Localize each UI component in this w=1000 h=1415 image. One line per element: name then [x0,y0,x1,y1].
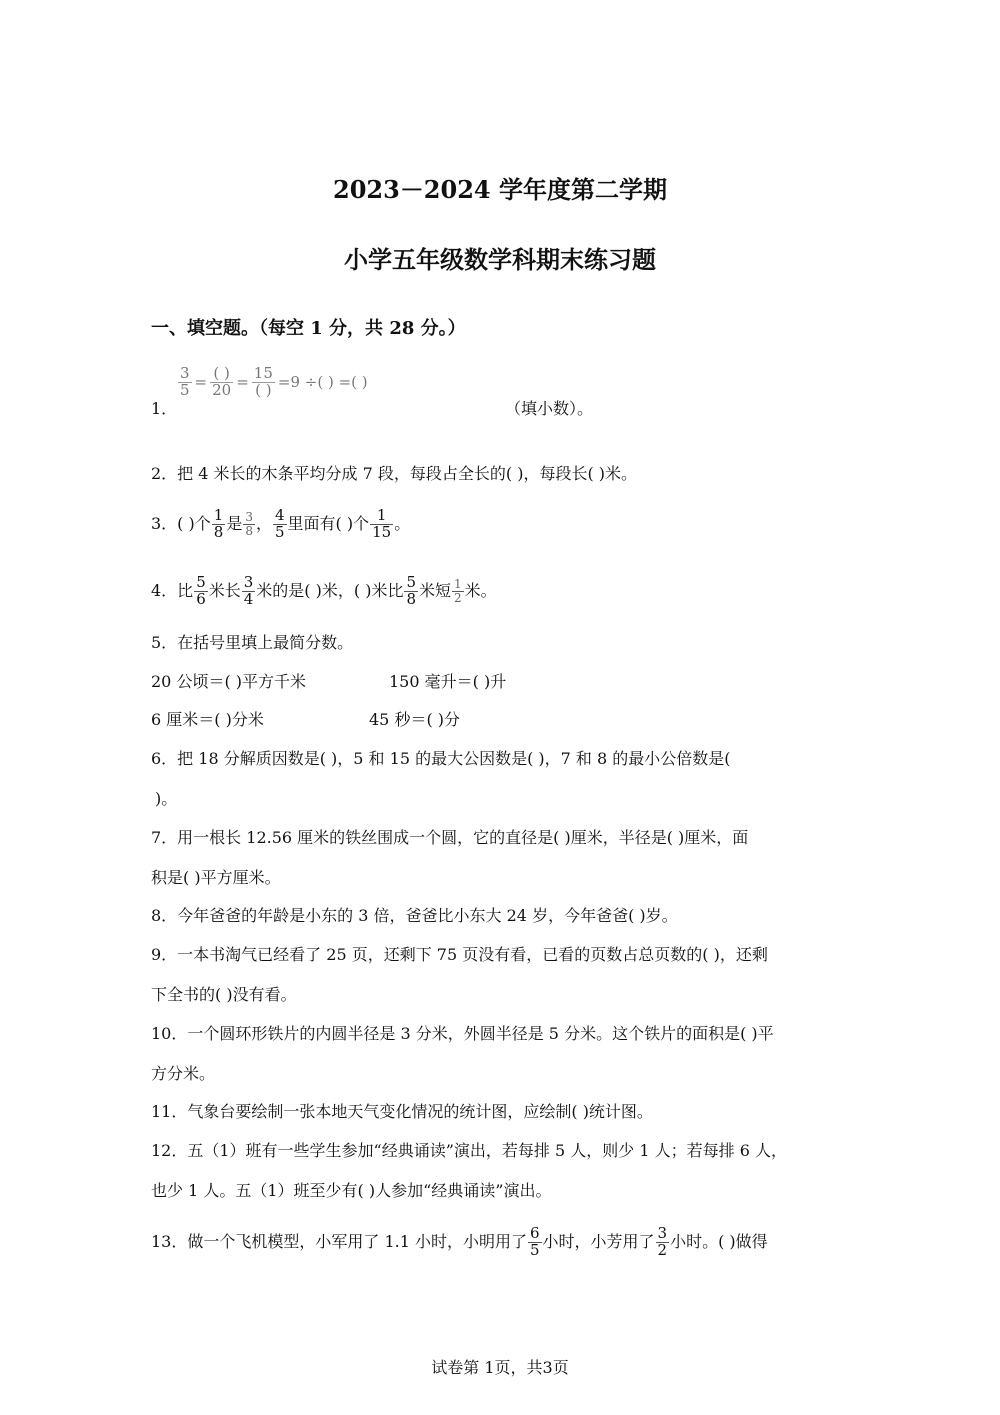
fraction: $\frac{3}{2}$ [657,1224,668,1259]
fraction: $\frac{3}{5}$ [180,364,190,399]
question-5-item-area: 20 公顷＝( )平方千米 [151,672,307,691]
question-1-rest: =9 ÷( ) =( ) [277,373,368,392]
question-6-line-1: 6．把 18 分解质因数是( )，5 和 15 的最大公因数是( )，7 和 8 的最小公倍数是( [151,749,731,768]
question-5-item-length: 6 厘米＝( )分米 [151,710,264,729]
fraction-blank: $\frac{15}{( )}$ [253,364,273,399]
question-10-line-1: 10．一个圆环形铁片的内圆半径是 3 分米，外圆半径是 5 分米。这个铁片的面积是( )平 [151,1024,774,1043]
question-13: 13．做一个飞机模型，小军用了 1.1 小时，小明用了 $\frac{6}{5}$ 小时，小芳用了 $\frac{3}{2}$ 小时。( )做得 [151,1224,768,1259]
section-heading-fill-in: 一、填空题。（每空 1 分，共 28 分。） [151,318,466,339]
question-8: 8．今年爸爸的年龄是小东的 3 倍，爸爸比小东大 24 岁，今年爸爸( )岁。 [151,906,678,925]
question-12-line-1: 12．五（1）班有一些学生参加“经典诵读”演出，若每排 5 人，则少 1 人；若每排 6 人， [151,1141,787,1160]
question-9-line-2: 下全书的( )没有看。 [151,985,297,1004]
question-4: 4．比 $\frac{5}{6}$ 米长 $\frac{3}{4}$ 米的是( )米，( )米比 $\frac{5}{8}$ 米短 $\frac{1}{2}$ 米。 [151,573,497,608]
exam-title-subject: 小学五年级数学科期末练习题 [344,245,656,274]
fraction: $\frac{6}{5}$ [529,1224,540,1259]
fraction: $\frac{3}{8}$ [245,510,253,538]
question-1-expression: $\frac{3}{5}$ = $\frac{( )}{20}$ = $\frac{15}{( )}$ =9 ÷( ) =( ) [180,364,368,399]
fraction: $\frac{5}{6}$ [196,573,206,608]
question-2: 2．把 4 米长的木条平均分成 7 段，每段占全长的( )，每段长( )米。 [151,464,638,483]
question-7-line-2: 积是( )平方厘米。 [151,868,281,887]
fraction: $\frac{1}{2}$ [454,577,462,605]
fraction: $\frac{5}{8}$ [406,573,416,608]
question-10-line-2: 方分米。 [151,1064,216,1083]
question-5-intro: 5．在括号里填上最简分数。 [151,633,354,652]
question-7-line-1: 7．用一根长 12.56 厘米的铁丝围成一个圆，它的直径是( )厘米，半径是( )厘米，面 [151,828,749,847]
fraction: $\frac{3}{4}$ [243,573,254,608]
fraction: $\frac{4}{5}$ [274,506,285,541]
question-9-line-1: 9．一本书淘气已经看了 25 页，还剩下 75 页没有看，已看的页数占总页数的( )，还剩 [151,945,768,964]
question-11: 11．气象台要绘制一张本地天气变化情况的统计图，应绘制( )统计图。 [151,1102,653,1121]
page-footer: 试卷第 1页，共3页 [431,1358,569,1377]
question-5-item-volume: 150 毫升＝( )升 [389,672,507,691]
question-1 [151,366,751,426]
fraction: $\frac{1}{15}$ [372,506,392,541]
exam-title-year: 2023－2024 学年度第二学期 [333,175,667,204]
question-12-line-2: 也少 1 人。五（1）班至少有( )人参加“经典诵读”演出。 [151,1181,552,1200]
fraction-blank: $\frac{( )}{20}$ [212,364,232,399]
question-5-item-time: 45 秒＝( )分 [369,710,461,729]
question-number: 1． [151,399,178,418]
fraction: $\frac{1}{8}$ [213,506,224,541]
question-6-line-2: )。 [155,789,178,808]
question-1-instruction: （填小数）。 [505,399,594,418]
question-3: 3．( )个 $\frac{1}{8}$ 是 $\frac{3}{8}$ ， $\frac{4}{5}$ 里面有( )个 $\frac{1}{15}$ 。 [151,506,411,541]
